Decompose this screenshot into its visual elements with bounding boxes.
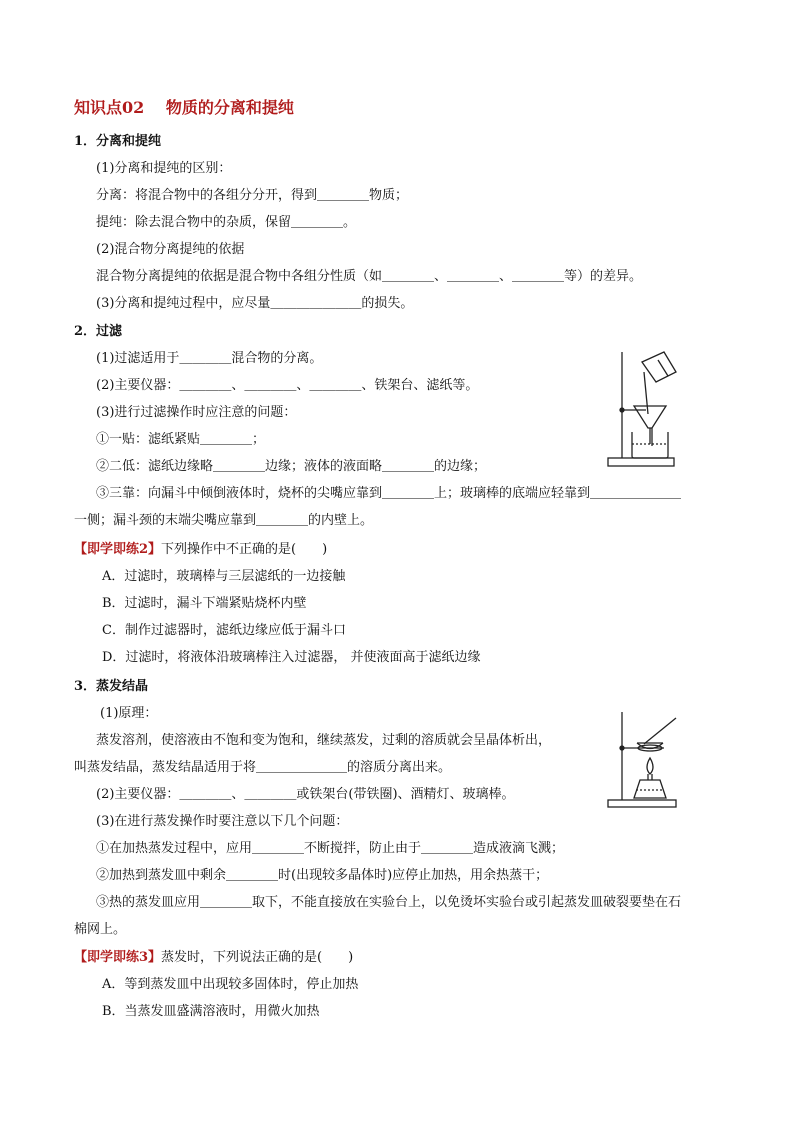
text-line: (3)进行过滤操作时应注意的问题： [96,405,297,420]
text-line: (2)主要仪器：＿＿＿＿、＿＿＿＿、＿＿＿＿、铁架台、滤纸等。 [96,378,479,393]
option-c: C．制作过滤器时，滤纸边缘应低于漏斗口 [102,623,346,638]
text-line: 分离：将混合物中的各组分分开，得到＿＿＿＿物质； [96,188,409,203]
text-line: 一侧；漏斗颈的末端尖嘴应靠到＿＿＿＿的内壁上。 [74,513,374,528]
filtration-apparatus-figure [604,348,686,472]
text-line: (2)混合物分离提纯的依据 [96,242,245,257]
text-line: (1)原理： [100,706,158,721]
text-line: (2)主要仪器：＿＿＿＿、＿＿＿＿或铁架台(带铁圈)、酒精灯、玻璃棒。 [96,787,515,802]
text-line: ①一贴：滤纸紧贴＿＿＿＿； [96,432,266,447]
option-b: B．过滤时，漏斗下端紧贴烧杯内壁 [102,596,307,611]
text-line: ②加热到蒸发皿中剩余＿＿＿＿时(出现较多晶体时)应停止加热，用余热蒸干； [96,868,549,883]
text-line: (1)过滤适用于＿＿＿＿混合物的分离。 [96,351,323,366]
text-line: (1)分离和提纯的区别： [96,161,232,176]
section-heading-evaporation: 3．蒸发结晶 [74,679,149,694]
evaporation-apparatus-figure [604,708,686,812]
text-line: 棉网上。 [74,922,127,937]
exercise-2-question [74,542,327,558]
option-d: D．过滤时，将液体沿玻璃棒注入过滤器， 并使液面高于滤纸边缘 [102,650,481,665]
text-line: ①在加热蒸发过程中，应用＿＿＿＿不断搅拌，防止由于＿＿＿＿造成液滴飞溅； [96,841,565,856]
text-line: 提纯：除去混合物中的杂质，保留＿＿＿＿。 [96,215,357,230]
exercise-3-question [74,950,353,966]
text-line: ②二低：滤纸边缘略＿＿＿＿边缘；液体的液面略＿＿＿＿的边缘； [96,459,487,474]
exercise-2-text: 下列操作中不正确的是( ) [161,542,328,557]
exercise-3-text: 蒸发时，下列说法正确的是( ) [161,950,354,965]
option-a: A．过滤时，玻璃棒与三层滤纸的一边接触 [102,569,346,584]
exercise-2-tag: 【即学即练2】 [74,542,162,557]
text-line: 混合物分离提纯的依据是混合物中各组分性质（如＿＿＿＿、＿＿＿＿、＿＿＿＿等）的差异。 [96,269,643,284]
section-heading-separation: 1．分离和提纯 [74,134,162,149]
section-heading-filtration: 2．过滤 [74,324,123,339]
option-a: A．等到蒸发皿中出现较多固体时，停止加热 [102,977,359,992]
text-line: ③热的蒸发皿应用＿＿＿＿取下，不能直接放在实验台上，以免烫坏实验台或引起蒸发皿破裂要垫在石 [96,895,682,910]
option-b: B．当蒸发皿盛满溶液时，用微火加热 [102,1004,320,1019]
text-line: 蒸发溶剂，使溶液由不饱和变为饱和，继续蒸发，过剩的溶质就会呈晶体析出， [96,733,552,748]
exercise-3-tag: 【即学即练3】 [74,950,162,965]
text-line: 叫蒸发结晶，蒸发结晶适用于将＿＿＿＿＿＿＿的溶质分离出来。 [74,760,452,775]
page-title: 知识点02 物质的分离和提纯 [74,98,294,117]
text-line: (3)在进行蒸发操作时要注意以下几个问题： [96,814,349,829]
text-line: ③三靠：向漏斗中倾倒液体时，烧杯的尖嘴应靠到＿＿＿＿上；玻璃棒的底端应轻靠到＿＿＿＿＿＿＿ [96,486,682,501]
text-line: (3)分离和提纯过程中，应尽量＿＿＿＿＿＿＿的损失。 [96,296,414,311]
